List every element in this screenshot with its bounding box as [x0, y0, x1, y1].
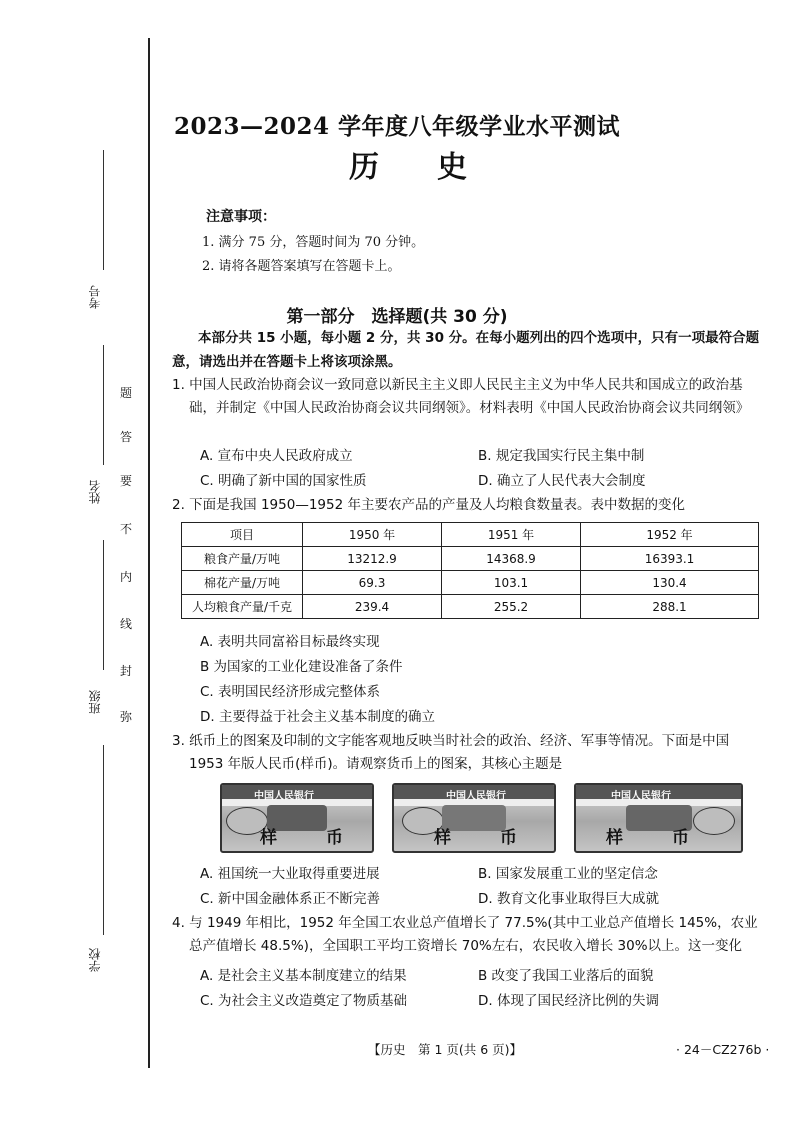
- option-d: D. 主要得益于社会主义基本制度的确立: [200, 709, 435, 725]
- option-a: A. 是社会主义基本制度建立的结果: [200, 968, 407, 984]
- school-label: 学校: [88, 948, 102, 972]
- table-cell: 14368.9: [442, 547, 581, 571]
- seal-char: 要: [120, 474, 133, 488]
- option-a: A. 宣布中央人民政府成立: [200, 448, 353, 464]
- option-a: A. 表明共同富裕目标最终实现: [200, 634, 380, 650]
- table-header-row: [182, 523, 759, 547]
- option-b: B. 规定我国实行民主集中制: [478, 448, 645, 464]
- seal-char: 弥: [120, 710, 133, 724]
- option-c: C. 明确了新中国的国家性质: [200, 473, 367, 489]
- school-line: [103, 745, 104, 935]
- table-cell: 255.2: [442, 595, 581, 619]
- table-cell: 69.3: [303, 571, 442, 595]
- name-label: 姓名: [88, 480, 102, 504]
- question-4: [172, 912, 767, 958]
- table-row: [182, 547, 759, 571]
- seal-char: 线: [120, 617, 133, 631]
- specimen-label: 样 币: [434, 828, 533, 848]
- option-c: C. 为社会主义改造奠定了物质基础: [200, 993, 408, 1009]
- specimen-label: 样 币: [260, 828, 359, 848]
- exam-title: 2023—2024 学年度八年级学业水平测试: [173, 113, 621, 140]
- table-header: 1952 年: [581, 523, 759, 547]
- option-c: C. 新中国金融体系正不断完善: [200, 891, 381, 907]
- option-d: D. 确立了人民代表大会制度: [478, 473, 646, 489]
- specimen-label: 样 币: [606, 828, 705, 848]
- notice-item: 1. 满分 75 分，答题时间为 70 分钟。: [202, 235, 425, 250]
- question-3: [172, 730, 767, 776]
- question-stem: 1. 中国人民政治协商会议一致同意以新民主主义即人民民主主义为中华人民共和国成立的政治基础，并制定《中国人民政治协商会议共同纲领》。材料表明《中国人民政治协商会议共同纲领》: [172, 377, 750, 416]
- option-a: A. 祖国统一大业取得重要进展: [200, 866, 380, 882]
- banknote-ship: [220, 783, 374, 853]
- question-2: [172, 494, 767, 517]
- class-line: [103, 540, 104, 670]
- table-cell: 棉花产量/万吨: [182, 571, 303, 595]
- note-header: 中国人民银行: [611, 791, 671, 802]
- seal-char: 内: [120, 570, 133, 584]
- table-header: 项目: [182, 523, 303, 547]
- option-c: C. 表明国民经济形成完整体系: [200, 684, 381, 700]
- class-label: 班级: [88, 690, 102, 714]
- table-header: 1950 年: [303, 523, 442, 547]
- seal-char: 封: [120, 664, 133, 678]
- table-cell: 103.1: [442, 571, 581, 595]
- question-stem: 4. 与 1949 年相比，1952 年全国工农业总产值增长了 77.5%(其中工业总产值增长 145%，农业总产值增长 48.5%)，全国职工平均工资增长 70%左右，农民收入增长 30%以上。这一变化: [172, 915, 758, 954]
- binding-line: [148, 38, 150, 1068]
- question-stem: 2. 下面是我国 1950—1952 年主要农产品的产量及人均粮食数量表。表中数据的变化: [172, 497, 685, 513]
- subject-title: 历史: [349, 150, 525, 185]
- banknote-images: [220, 783, 755, 851]
- table-cell: 粮食产量/万吨: [182, 547, 303, 571]
- table-cell: 239.4: [303, 595, 442, 619]
- exam-no-label: 考号: [88, 285, 102, 309]
- banknote-truck: [574, 783, 743, 853]
- seal-char: 题: [120, 386, 133, 400]
- option-b: B 改变了我国工业落后的面貌: [478, 968, 654, 984]
- notice-heading: 注意事项：: [206, 209, 276, 225]
- question-1: [172, 374, 767, 420]
- table-header: 1951 年: [442, 523, 581, 547]
- banknote-airplane: [392, 783, 556, 853]
- part1-heading: 第一部分 选择题(共 30 分): [286, 307, 508, 327]
- option-b: B 为国家的工业化建设准备了条件: [200, 659, 403, 675]
- page-number: 【历史 第 1 页(共 6 页)】: [368, 1042, 523, 1057]
- question-stem: 3. 纸币上的图案及印制的文字能客观地反映当时社会的政治、经济、军事等情况。下面是中国 1953 年版人民币(样币)。请观察货币上的图案，其核心主题是: [172, 733, 730, 772]
- name-line: [103, 345, 104, 465]
- production-table: [181, 522, 759, 619]
- notice-item: 2. 请将各题答案填写在答题卡上。: [202, 259, 401, 274]
- table-cell: 人均粮食产量/千克: [182, 595, 303, 619]
- table-cell: 130.4: [581, 571, 759, 595]
- table-row: [182, 571, 759, 595]
- seal-char: 答: [120, 430, 133, 444]
- option-d: D. 体现了国民经济比例的失调: [478, 993, 659, 1009]
- exam-code: · 24－CZ276b ·: [676, 1042, 770, 1057]
- table-row: [182, 595, 759, 619]
- part1-intro: 本部分共 15 小题，每小题 2 分，共 30 分。在每小题列出的四个选项中，只有一项最符合题意，请选出并在答题卡上将该项涂黑。: [172, 330, 760, 370]
- note-header: 中国人民银行: [254, 791, 314, 802]
- option-b: B. 国家发展重工业的坚定信念: [478, 866, 658, 882]
- seal-char: 不: [120, 522, 133, 536]
- table-cell: 16393.1: [581, 547, 759, 571]
- table-cell: 288.1: [581, 595, 759, 619]
- note-header: 中国人民银行: [446, 791, 506, 802]
- table-cell: 13212.9: [303, 547, 442, 571]
- option-d: D. 教育文化事业取得巨大成就: [478, 891, 659, 907]
